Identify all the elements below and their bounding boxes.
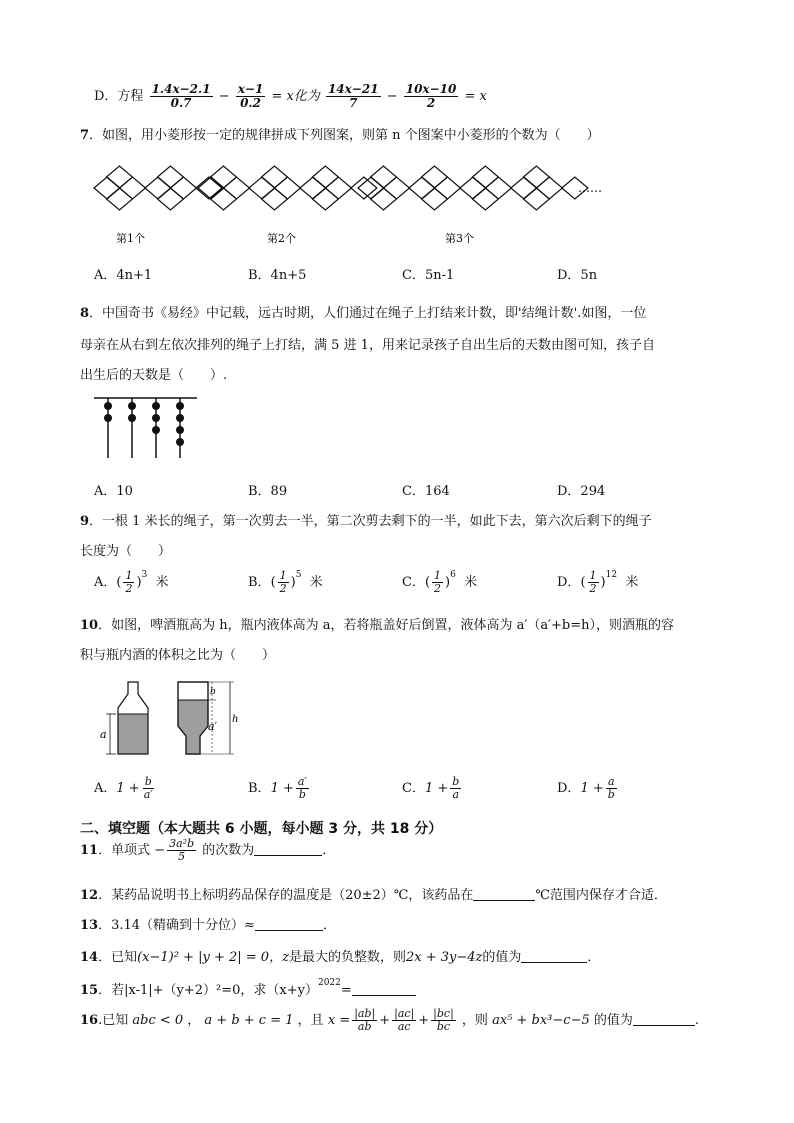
q7-diamond	[170, 177, 196, 199]
q7-option-d[interactable]: D．5n	[557, 268, 598, 283]
q14-expr: (x−1)² + |y + 2| = 0，z	[137, 950, 289, 965]
q7-diamond	[198, 177, 224, 199]
q6d-minus2: −	[386, 89, 398, 104]
q16-expr: ax⁵ + bx³−c−5	[492, 1013, 590, 1028]
q7-number: 7	[80, 128, 90, 143]
q16-mid2: ，则	[461, 1013, 488, 1028]
q8-knot	[152, 426, 160, 434]
q15-answer-blank[interactable]	[352, 983, 416, 996]
q12	[80, 884, 667, 903]
q15-number: 15	[80, 983, 99, 998]
q15-post: =	[340, 983, 352, 998]
q8-stem-1	[80, 302, 646, 321]
q8-knot	[128, 414, 136, 422]
q7-diamond	[472, 188, 498, 210]
q8-knot	[176, 414, 184, 422]
q7-diamond	[261, 166, 287, 188]
q10-label-aprime: a′	[208, 720, 218, 733]
q6d-minus: −	[218, 89, 230, 104]
q9-stem-2: 长度为（ ）	[80, 544, 172, 559]
q10-option-d[interactable]: D．1 + $\frac{a}{b}$	[557, 775, 615, 801]
q7-diamond	[223, 177, 249, 199]
q11-end: ．	[322, 843, 336, 858]
q7-diamond	[210, 188, 236, 210]
q14-number: 14	[80, 950, 99, 965]
q7-diamond	[106, 166, 132, 188]
q7-diamond	[370, 166, 396, 188]
q12-number: 12	[80, 888, 99, 903]
q13-pre: ．3.14（精确到十分位）≈	[98, 918, 255, 933]
q8-number: 8	[80, 306, 90, 321]
q13-answer-blank[interactable]	[255, 918, 323, 931]
q6d-label: D．方程	[94, 89, 144, 104]
q7-option-a[interactable]: A．4n+1	[94, 268, 153, 283]
q9-stem-1	[80, 510, 652, 529]
q8-stem-3: 出生后的天数是（ ）.	[80, 368, 228, 383]
q14-mid: 是最大的负整数，则	[288, 950, 406, 965]
q7-diamond	[358, 177, 384, 199]
q7-option-b[interactable]: B．4n+5	[248, 268, 307, 283]
q12-pre: ．某药品说明书上标明药品保存的温度是（20±2）℃，该药品在	[98, 888, 474, 903]
q7-caption-1: 第1个	[116, 232, 145, 245]
q11-pre: ．单项式 −	[98, 843, 166, 858]
q8-knot	[152, 402, 160, 410]
q7-diamond-figure	[90, 155, 650, 250]
q8-option-b[interactable]: B．89	[248, 484, 288, 499]
q7-diamond	[157, 188, 183, 210]
q7-text: ．如图，用小菱形按一定的规律拼成下列图案，则第 n 个图案中小菱形的个数为（ ）	[89, 128, 600, 143]
q9-option-b[interactable]: B．( $\frac{1}{2}$ )$^5$ 米	[248, 569, 323, 595]
q16-cond-2: a + b + c = 1	[204, 1013, 294, 1028]
q7-diamond	[460, 177, 486, 199]
q16-post: 的值为	[593, 1013, 633, 1028]
q16-frac-3: $\frac{|bc|}{bc}$	[433, 1007, 454, 1033]
q7-diamond	[325, 177, 351, 199]
q16-pre: .已知	[98, 1013, 129, 1028]
q16-cond-1: abc < 0	[132, 1013, 184, 1028]
q15-pre: ．若|x-1|+（y+2）²=0，求（x+y）	[98, 983, 318, 998]
q8-option-a[interactable]: A．10	[94, 484, 133, 499]
q8-knot	[104, 414, 112, 422]
q7-diamond	[523, 188, 549, 210]
q16-answer-blank[interactable]	[633, 1013, 695, 1026]
q6d-frac2: $\frac{x-1}{0.2}$	[237, 82, 264, 110]
q12-post: ℃范围内保存才合适．	[535, 888, 667, 903]
q10-text-1: ．如图，啤酒瓶高为 h，瓶内液体高为 a，若将瓶盖好后倒置，液体高为 a′（a′+b=h），则酒瓶的容	[98, 618, 674, 633]
q7-diamond	[434, 177, 460, 199]
q11-number: 11	[80, 843, 99, 858]
q7-option-c[interactable]: C．5n-1	[402, 268, 455, 283]
q10-stem-2: 积与瓶内酒的体积之比为（ ）	[80, 648, 276, 663]
q16: 16.已知 abc < 0 ， a + b + c = 1 ，且 x = $\frac{|ab|}{ab}$ + $\frac{|ac|}{ac}$ + $\frac{|bc|}{bc}$ ，则 ax⁵ + bx³−c−5 的值为 .	[80, 1007, 700, 1033]
q16-frac-1: $\frac{|ab|}{ab}$	[354, 1007, 376, 1033]
q8-stem-2: 母亲在从右到左依次排列的绳子上打结，满 5 进 1，用来记录孩子自出生后的天数由图可知，孩子自	[80, 338, 655, 353]
q14	[80, 946, 600, 965]
q10-stem-1	[80, 614, 674, 633]
q7-diamond	[249, 177, 275, 199]
q6d-end: = x	[464, 89, 487, 104]
q16-mid: ，且	[297, 1013, 324, 1028]
q13-end: ．	[322, 918, 336, 933]
q16-x-eq: x =	[327, 1013, 351, 1028]
q7-diamond	[472, 166, 498, 188]
q7-caption-3: 第3个	[445, 232, 474, 245]
q7-caption-2: 第2个	[267, 232, 296, 245]
q14-post: 的值为	[482, 950, 522, 965]
q7-diamond	[409, 177, 435, 199]
q7-diamond	[196, 177, 222, 199]
q16-end: .	[694, 1013, 700, 1028]
q8-knot	[152, 414, 160, 422]
q9-option-d[interactable]: D．( $\frac{1}{2}$ )$^{12}$ 米	[557, 569, 639, 595]
q10-option-c[interactable]: C．1 + $\frac{b}{a}$	[402, 775, 460, 801]
q7-diamond	[421, 166, 447, 188]
q7-diamond	[94, 177, 120, 199]
q7-diamond	[536, 177, 562, 199]
q6d-frac1: $\frac{1.4x-2.1}{0.7}$	[151, 82, 211, 110]
q11-post: 的次数为	[202, 843, 255, 858]
q8-knot	[176, 426, 184, 434]
q8-knot	[104, 402, 112, 410]
q8-text-1: ．中国奇书《易经》中记载，远古时期，人们通过在绳子上打结来计数，即'结绳计数'.如图，一位	[89, 306, 647, 321]
q10-option-b[interactable]: B．1 + $\frac{a'}{b}$	[248, 775, 307, 801]
q10-label-h: h	[232, 714, 239, 725]
q7-diamond	[312, 188, 338, 210]
q7-diamond	[210, 166, 236, 188]
q16-frac-2: $\frac{|ac|}{ac}$	[394, 1007, 415, 1033]
q7-diamond	[370, 188, 396, 210]
q7-stem	[80, 124, 600, 143]
q6d-mid: = x化为	[271, 89, 320, 104]
q10-label-a: a	[100, 728, 107, 741]
q10-option-a[interactable]: A．1 + $\frac{b}{a'}$	[94, 775, 153, 801]
q11-answer-blank[interactable]	[254, 843, 322, 856]
q7-diamond	[300, 177, 326, 199]
q6-option-d	[94, 83, 487, 110]
q7-diamond	[261, 188, 287, 210]
q7-diamond	[421, 188, 447, 210]
q14-end: ．	[587, 950, 601, 965]
q7-diamond	[351, 177, 377, 199]
q8-knot	[176, 402, 184, 410]
q6d-frac3: $\frac{14x-21}{7}$	[327, 82, 379, 110]
q7-diamond	[523, 166, 549, 188]
q7-diamond	[119, 177, 145, 199]
q13	[80, 914, 336, 933]
q9-number: 9	[80, 514, 90, 529]
q14-answer-blank[interactable]	[521, 950, 587, 963]
q11-frac: $\frac{\text{3a²b}}{5}$	[169, 837, 195, 863]
q14-pre: ．已知	[98, 950, 138, 965]
q6d-frac4: $\frac{10x-10}{2}$	[405, 82, 457, 110]
q7-diamond	[145, 177, 171, 199]
q7-diamond	[312, 166, 338, 188]
q8-knot-figure	[92, 392, 202, 462]
q10-label-b: b	[210, 687, 216, 697]
q9-option-c[interactable]: C．( $\frac{1}{2}$ )$^6$ 米	[402, 569, 478, 595]
q8-option-c[interactable]: C．164	[402, 484, 450, 499]
q7-ellipsis: ……	[578, 181, 602, 195]
q7-diamond	[485, 177, 511, 199]
q10-bottle-figure	[94, 672, 264, 762]
q10-number: 10	[80, 618, 99, 633]
q7-diamond	[511, 177, 537, 199]
q14-expr2: 2x + 3y−4z	[405, 950, 483, 965]
q8-knot	[176, 438, 184, 446]
q16-number: 16	[80, 1013, 99, 1028]
q7-diamond	[274, 177, 300, 199]
q9-text-1: ．一根 1 米长的绳子，第一次剪去一半，第二次剪去剩下的一半，如此下去，第六次后剩下的绳子	[89, 514, 652, 529]
q8-knot	[128, 402, 136, 410]
q11	[80, 838, 335, 863]
q7-diamond	[157, 166, 183, 188]
section-2-heading: 二、填空题（本大题共 6 小题，每小题 3 分，共 18 分）	[80, 821, 443, 837]
q7-diamond	[106, 188, 132, 210]
q15-exp: 2022	[317, 978, 341, 988]
q9-option-a[interactable]: A．( $\frac{1}{2}$ )$^3$ 米	[94, 569, 169, 595]
q12-answer-blank[interactable]	[473, 888, 535, 901]
q13-number: 13	[80, 918, 99, 933]
q15	[80, 978, 416, 998]
q8-option-d[interactable]: D．294	[557, 484, 606, 499]
q7-diamond	[383, 177, 409, 199]
